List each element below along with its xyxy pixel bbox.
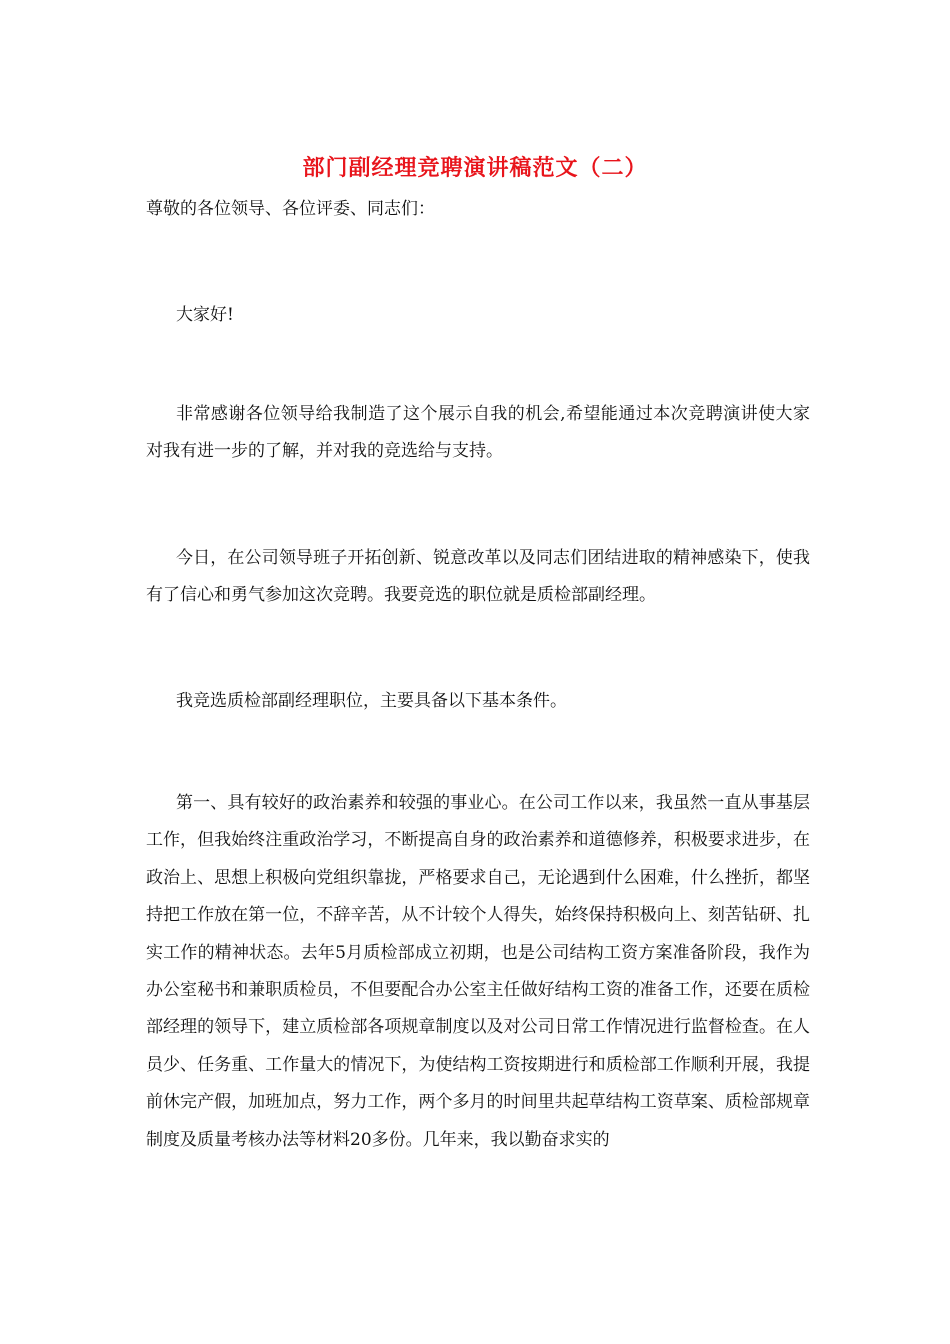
salutation: 尊敬的各位领导、各位评委、同志们： — [146, 199, 435, 219]
paragraph-thanks: 非常感谢各位领导给我制造了这个展示自我的机会,希望能通过本次竞聘演讲使大家对我有进一步的了解，并对我的竞选给与支持。 — [146, 404, 810, 462]
document-title: 部门副经理竞聘演讲稿范文（二） — [302, 155, 648, 181]
paragraph-greeting: 大家好! — [176, 305, 234, 325]
paragraph-first-condition: 第一、具有较好的政治素养和较强的事业心。在公司工作以来，我虽然一直从事基层工作，但我始终注重政治学习，不断提高自身的政治素养和道德修养，积极要求进步，在政治上、思想上积极向党组织靠拢，严格要求自己，无论遇到什么困难，什么挫折，都坚持把工作放在第一位，不辞辛苦，从不计较个人得失，始终保持积极向上、刻苦钻研、扎实工作的精神状态。去年5月质检部成立初期，也是公司结构工资方案准备阶段，我作为办公室秘书和兼职质检员，不但要配合办公室主任做好结构工资的准备工作，还要在质检部经理的领导下，建立质检部各项规章制度以及对公司日常工作情况进行监督检查。在人员少、任务重、工作量大的情况下，为使结构工资按期进行和质检部工作顺利开展，我提前休完产假，加班加点，努力工作，两个多月的时间里共起草结构工资草案、质检部规章制度及质量考核办法等材料20多份。几年来，我以勤奋求实的 — [146, 793, 810, 1150]
paragraph-conditions: 我竞选质检部副经理职位，主要具备以下基本条件。 — [176, 691, 567, 711]
paragraph-today: 今日，在公司领导班子开拓创新、锐意改革以及同志们团结进取的精神感染下，使我有了信心和勇气参加这次竞聘。我要竞选的职位就是质检部副经理。 — [146, 548, 810, 606]
